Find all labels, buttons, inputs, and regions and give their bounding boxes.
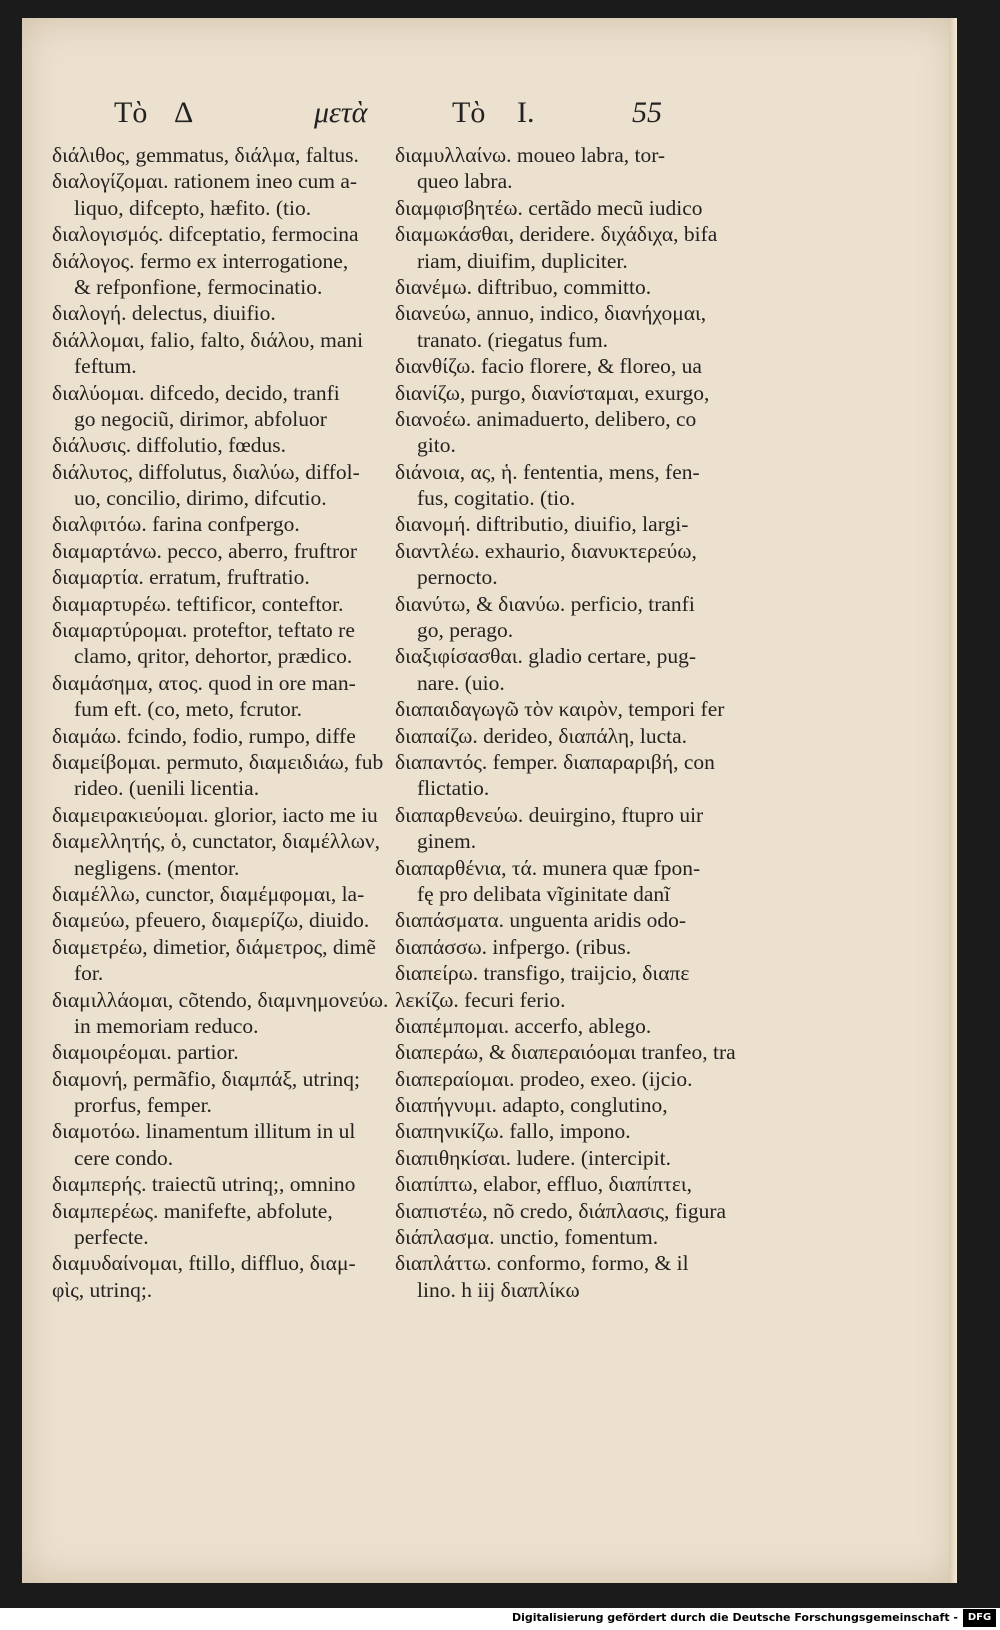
entry-line: διαπηνικίζω. fallo, impono. (395, 1119, 631, 1144)
entry-line: go, perago. (417, 618, 514, 643)
entry-line: fum eft. (co, meto, fcrutor. (74, 697, 303, 722)
entry-line: διαλογίζομαι. rationem ineo cum a- (52, 169, 358, 194)
entry-line: διαπαιδαγωγῶ τὸν καιρὸν, tempori fer (395, 697, 725, 722)
entry-line: διάλογος. fermo ex interrogatione, (52, 248, 349, 273)
entry-line: διάλλομαι, falio, falto, διάλου, mani (52, 327, 364, 352)
entry-line: διαμάσημα, ατος. quod in ore man- (52, 670, 356, 695)
entry-line: διαπαρθένια, τά. munera quæ fpon- (395, 855, 701, 880)
entry-line: διαμαρτύρομαι. proteftor, teftato re (52, 618, 355, 643)
header-center-right: Τὸ (452, 96, 486, 129)
entry-line: cere condo. (74, 1145, 174, 1170)
entry-line: διαπείρω. transfigo, traijcio, διαπε (395, 961, 690, 986)
entry-line: λεκίζω. fecuri ferio. (395, 987, 566, 1012)
entry-line: διαπαντός. femper. διαπαραριβή, con (395, 749, 715, 774)
entry-line: διαμέλλω, cunctor, διαμέμφομαι, la- (52, 881, 365, 906)
entry-line: nare. (uio. (417, 670, 505, 695)
entry-line: fus, cogitatio. (tio. (417, 486, 576, 511)
entry-line: διαπάσσω. infpergo. (ribus. (395, 934, 632, 959)
entry-line: διαπήγνυμι. adapto, conglutino, (395, 1093, 668, 1118)
entry-line: tranato. (riegatus fum. (417, 327, 609, 352)
entry-line: φὶς, utrinq;. (52, 1277, 153, 1302)
entry-line: διαμονή, permãfio, διαμπάξ, utrinq; (52, 1066, 361, 1091)
entry-line: prorfus, femper. (74, 1093, 212, 1118)
entry-line: διαπεράω, & διαπεραιόομαι tranfeo, tra (395, 1040, 736, 1065)
entry-line: liquo, difcepto, hæfito. (tio. (74, 195, 312, 220)
entry-line: διαμπερής. traiectũ utrinq;, omnino (52, 1172, 356, 1197)
entry-line: διαπιστέω, nõ credo, διάπλασις, figura (395, 1198, 727, 1223)
entry-line: for. (74, 961, 104, 986)
entry-line: διαντλέω. exhaurio, διανυκτερεύω, (395, 538, 697, 563)
entry-line: διαμυλλαίνω. moueo labra, tor- (395, 143, 666, 167)
entry-line: διανεύω, annuo, indico, διανήχομαι, (395, 301, 707, 326)
entry-line: διαμειρακιεύομαι. glorior, iacto me iu (52, 802, 378, 827)
entry-line: διαμεύω, pfeuero, διαμερίζω, diuido. (52, 908, 370, 933)
entry-line: fę pro delibata vĩginitate danĩ (417, 881, 671, 906)
entry-line: διαμαρτυρέω. teftificor, conteftor. (52, 591, 344, 616)
entry-line: in memoriam reduco. (74, 1013, 259, 1038)
entry-line: go negociũ, dirimor, abfoluor (74, 406, 327, 431)
page-number: 55 (632, 96, 662, 129)
entry-line: διαμφισβητέω. certãdo mecũ iudico (395, 195, 703, 220)
right-column (395, 142, 740, 1303)
entry-line: διαμοτόω. linamentum illitum in ul (52, 1119, 356, 1144)
entry-line: διανθίζω. facio florere, & floreo, ua (395, 354, 702, 379)
entry-line: διαξιφίσασθαι. gladio certare, pug- (395, 644, 697, 669)
entry-line: διανέμω. diftribuo, committo. (395, 274, 652, 299)
entry-line: queo labra. (417, 169, 513, 194)
entry-line: flictatio. (417, 776, 490, 801)
entry-line: riam, diuifim, dupliciter. (417, 248, 628, 273)
entry-line: ginem. (417, 829, 477, 854)
entry-line: & refponfione, fermocinatio. (74, 274, 323, 299)
entry-line: lino. h iij διαπλίκω (417, 1277, 580, 1302)
book-page (22, 18, 957, 1583)
entry-line: διάλυσις. diffolutio, fœdus. (52, 433, 287, 458)
entry-line: διάλυτος, diffolutus, διαλύω, diffol- (52, 459, 360, 484)
header-right-letter: Ι. (517, 96, 535, 129)
dfg-logo: DFG (963, 1609, 996, 1627)
entry-line: διαμπερέως. manifefte, abfolute, (52, 1198, 333, 1223)
entry-line: gito. (417, 433, 456, 458)
entry-line: feftum. (74, 354, 137, 379)
entry-line: clamo, qritor, dehortor, prædico. (74, 644, 353, 669)
entry-line: διαμαρτία. erratum, fruftratio. (52, 565, 310, 590)
header-left-word: Τὸ (114, 96, 148, 129)
entry-line: διαμυδαίνομαι, ftillo, diffluo, διαμ- (52, 1251, 356, 1276)
entry-line: διαπλάττω. conformo, formo, & il (395, 1251, 689, 1276)
header-left-letter: Δ (174, 96, 194, 129)
entry-line: διαλφιτόω. farina confpergo. (52, 512, 300, 537)
entry-line: διαλύομαι. difcedo, decido, tranfi (52, 380, 340, 405)
entry-line: διανοέω. animaduerto, delibero, co (395, 406, 697, 431)
entry-line: διαπαίζω. derideo, διαπάλη, lucta. (395, 723, 688, 748)
entry-line: διαμετρέω, dimetior, διάμετρος, dimẽ (52, 934, 376, 959)
entry-line: διαλογισμός. difceptatio, fermocina (52, 222, 359, 247)
running-header (22, 96, 957, 136)
entry-line: διάπλασμα. unctio, fomentum. (395, 1225, 659, 1250)
entry-line: uo, concilio, dirimo, difcutio. (74, 486, 327, 511)
page-edge (949, 18, 957, 1583)
entry-line: pernocto. (417, 565, 498, 590)
entry-line: διανομή. diftributio, diuifio, largi- (395, 512, 689, 537)
entry-line: διαμάω. fcindo, fodio, rumpo, diffe (52, 723, 356, 748)
header-center-left: μετὰ (314, 96, 368, 129)
footer-credit: Digitalisierung gefördert durch die Deutsche Forschungsgemeinschaft - (511, 1611, 958, 1624)
entry-line: διαπεραίομαι. prodeo, exeo. (ijcio. (395, 1066, 693, 1091)
entry-line: rideo. (uenili licentia. (74, 776, 260, 801)
entry-line: διάνοια, ας, ἡ. fententia, mens, fen- (395, 459, 700, 484)
entry-line: διαμελλητής, ὁ, cunctator, διαμέλλων, (52, 829, 380, 854)
entry-line: διαπιθηκίσαι. ludere. (intercipit. (395, 1145, 671, 1170)
entry-line: negligens. (mentor. (74, 855, 240, 880)
entry-line: διαμωκάσθαι, deridere. διχάδιχα, bifa (395, 222, 718, 247)
entry-line: διαπίπτω, elabor, effluo, διαπίπτει, (395, 1172, 693, 1197)
entry-line: διαλογή. delectus, diuifio. (52, 301, 276, 326)
left-column (52, 142, 392, 1303)
entry-line: perfecte. (74, 1225, 149, 1250)
entry-line: διαμείβομαι. permuto, διαμειδιάω, fub (52, 749, 384, 774)
entry-line: διάλιθος, gemmatus, διάλμα, faltus. (52, 143, 359, 167)
entry-line: διαμοιρέομαι. partior. (52, 1040, 239, 1065)
entry-line: διαπέμπομαι. accerfo, ablego. (395, 1013, 652, 1038)
entry-line: διαμιλλάομαι, cõtendo, διαμνημονεύω. (52, 987, 389, 1012)
entry-line: διαπάσματα. unguenta aridis odo- (395, 908, 687, 933)
entry-line: διανίζω, purgo, διανίσταμαι, exurgo, (395, 380, 710, 405)
entry-line: διαμαρτάνω. pecco, aberro, fruftror (52, 538, 358, 563)
entry-line: διανύτω, & διανύω. perficio, tranfi (395, 591, 695, 616)
entry-line: διαπαρθενεύω. deuirgino, ftupro uir (395, 802, 704, 827)
